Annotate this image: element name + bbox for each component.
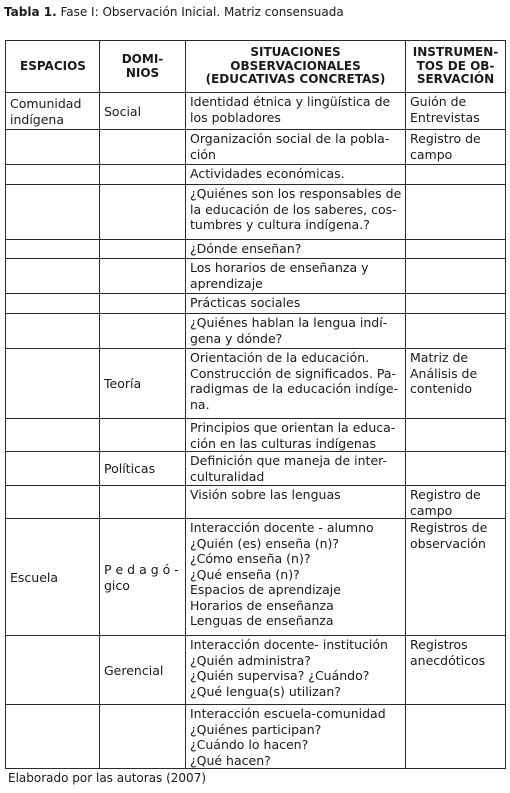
cell-text-line: Interacción escuela-comunidad (190, 706, 386, 721)
header-row (6, 41, 506, 93)
dominio-cell (100, 419, 186, 452)
table-row (6, 519, 506, 636)
table-row (6, 240, 506, 259)
cell-text-line: ¿Quién supervisa? ¿Cuándo? (190, 668, 370, 683)
header-espacios: ESPACIOS (6, 41, 100, 93)
cell-text-line: aprendizaje (190, 275, 263, 291)
cell-text-line: contenido (410, 381, 473, 396)
cell-text-line: tumbres y cultura indígena.? (190, 217, 370, 232)
cell-text-line: ¿Cómo enseña (n)? (190, 551, 311, 566)
table-body (6, 93, 506, 769)
table-source-note: Elaborado por las autoras (2007) (8, 771, 207, 785)
cell-text-line: radigmas de la educación indíge- (190, 381, 399, 396)
instrumento-cell (406, 349, 506, 419)
cell-text-line: indígena (10, 111, 65, 127)
table-row (6, 452, 506, 486)
espacio-cell (6, 130, 100, 165)
situacion-cell (186, 519, 406, 636)
cell-text-line: ¿Quiénes son los responsables de (190, 186, 402, 201)
table-header (6, 41, 506, 93)
header-instrumentos (406, 41, 506, 93)
cell-text-line: Visión sobre las lenguas (190, 487, 341, 502)
cell-text-line: Lenguas de enseñanza (190, 613, 334, 628)
cell-text-line: Construcción de significados. Pa- (190, 365, 397, 381)
cell-text-line: ¿Cuándo lo hacen? (190, 737, 309, 752)
table-row (6, 419, 506, 452)
situacion-cell (186, 452, 406, 486)
situacion-cell (186, 636, 406, 705)
espacio-cell (6, 165, 100, 185)
cell-text-line: Orientación de la educación. (190, 350, 370, 365)
cell-text-line: Registro de (410, 487, 481, 502)
dominio-cell (100, 314, 186, 349)
espacio-cell (6, 519, 100, 636)
cell-text-line: Escuela (10, 569, 59, 585)
situacion-cell (186, 240, 406, 259)
dominio-cell (100, 452, 186, 486)
instrumento-cell (406, 314, 506, 349)
espacio-cell (6, 294, 100, 314)
dominio-cell (100, 165, 186, 185)
situacion-cell (186, 185, 406, 240)
table-number: Tabla 1. (4, 5, 57, 19)
dominio-cell (100, 294, 186, 314)
cell-text-line: campo (410, 146, 453, 162)
cell-text-line: ción en las culturas indígenas (190, 435, 376, 451)
cell-text-line: anecdóticos (410, 652, 486, 668)
instrumento-cell (406, 165, 506, 185)
table-caption (4, 5, 344, 19)
observation-matrix-table (5, 40, 506, 769)
cell-text-line: ¿Qué hacen? (190, 752, 271, 768)
espacio-cell (6, 349, 100, 419)
cell-text-line: Prácticas sociales (190, 295, 301, 310)
header-line: OBSERVACIONALES (230, 58, 361, 73)
cell-text-line: ¿Quiénes participan? (190, 721, 322, 737)
dominio-cell (100, 519, 186, 636)
dominio-cell (100, 705, 186, 769)
table-row (6, 636, 506, 705)
cell-text-line: Matriz de (410, 350, 469, 365)
espacio-cell (6, 93, 100, 130)
cell-text-line: ¿Quiénes hablan la lengua indí- (190, 315, 388, 330)
cell-text-line: Definición que maneja de inter- (190, 453, 387, 468)
espacio-cell (6, 705, 100, 769)
situacion-cell (186, 130, 406, 165)
espacio-cell (6, 452, 100, 486)
dominio-cell (100, 349, 186, 419)
cell-text-line: la educación de los saberes, cos- (190, 201, 397, 217)
table-row (6, 93, 506, 130)
table-row (6, 349, 506, 419)
situacion-cell (186, 294, 406, 314)
cell-text-line: Guión de (410, 94, 467, 109)
cell-text-line: Análisis de (410, 365, 478, 381)
cell-text-line: los pobladores (190, 109, 281, 125)
cell-text-line: ¿Dónde enseñan? (190, 241, 302, 256)
instrumento-cell (406, 93, 506, 130)
instrumento-cell (406, 452, 506, 486)
table-row (6, 705, 506, 769)
cell-text-line: Políticas (104, 461, 156, 477)
dominio-cell (100, 240, 186, 259)
instrumento-cell (406, 705, 506, 769)
cell-text-line: ¿Quién (es) enseña (n)? (190, 535, 340, 551)
cell-text-line: Comunidad (10, 96, 82, 111)
cell-text-line: Teoría (104, 376, 142, 392)
header-dominios (100, 41, 186, 93)
dominio-cell (100, 185, 186, 240)
cell-text-line: P e d a g ó - (104, 562, 179, 577)
cell-text-line: Social (104, 103, 142, 119)
espacio-cell (6, 636, 100, 705)
situacion-cell (186, 93, 406, 130)
cell-text-line: ción (190, 146, 216, 162)
table-row (6, 165, 506, 185)
cell-text-line: gena y dónde? (190, 330, 283, 346)
cell-text-line: gico (104, 577, 130, 593)
cell-text-line: Actividades económicas. (190, 166, 345, 181)
table-row (6, 486, 506, 519)
table-row (6, 294, 506, 314)
espacio-cell (6, 185, 100, 240)
header-line: INSTRUMEN- (412, 45, 499, 60)
table-row (6, 259, 506, 294)
table-row (6, 130, 506, 165)
cell-text-line: Los horarios de enseñanza y (190, 260, 369, 275)
cell-text-line: Gerencial (104, 662, 164, 678)
instrumento-cell (406, 519, 506, 636)
dominio-cell (100, 93, 186, 130)
header-line: DOMI- (121, 52, 164, 66)
table-row (6, 185, 506, 240)
dominio-cell (100, 636, 186, 705)
cell-text-line: ¿Quién administra? (190, 652, 311, 668)
situacion-cell (186, 486, 406, 519)
dominio-cell (100, 259, 186, 294)
cell-text-line: observación (410, 535, 486, 551)
table-row (6, 314, 506, 349)
instrumento-cell (406, 294, 506, 314)
header-situaciones (186, 41, 406, 93)
header-line: NIOS (125, 65, 160, 80)
cell-text-line: Principios que orientan la educa- (190, 420, 396, 435)
cell-text-line: Registros (410, 637, 468, 652)
cell-text-line: ¿Qué lengua(s) utilizan? (190, 683, 341, 699)
instrumento-cell (406, 259, 506, 294)
header-line: TOS DE OB- (416, 58, 495, 73)
cell-text-line: Organización social de la pobla- (190, 131, 390, 146)
header-line: (EDUCATIVAS CONCRETAS) (205, 72, 386, 87)
cell-text-line: Registros de (410, 520, 488, 535)
situacion-cell (186, 349, 406, 419)
cell-text-line: Interacción docente - alumno (190, 520, 374, 535)
cell-text-line: Registro de (410, 131, 481, 146)
header-line: SITUACIONES (250, 45, 341, 60)
cell-text-line: Horarios de enseñanza (190, 597, 334, 613)
cell-text-line: Interacción docente- institución (190, 637, 388, 652)
instrumento-cell (406, 130, 506, 165)
espacio-cell (6, 314, 100, 349)
instrumento-cell (406, 419, 506, 452)
cell-text-line: culturalidad (190, 468, 265, 484)
situacion-cell (186, 165, 406, 185)
dominio-cell (100, 130, 186, 165)
instrumento-cell (406, 240, 506, 259)
instrumento-cell (406, 185, 506, 240)
cell-text-line: Identidad étnica y lingüística de (190, 94, 391, 109)
situacion-cell (186, 419, 406, 452)
cell-text-line: na. (190, 396, 210, 412)
table-title: Fase I: Observación Inicial. Matriz consensuada (60, 5, 344, 19)
cell-text-line: campo (410, 502, 453, 518)
situacion-cell (186, 705, 406, 769)
dominio-cell (100, 486, 186, 519)
espacio-cell (6, 419, 100, 452)
cell-text-line: Entrevistas (410, 109, 480, 125)
cell-text-line: ¿Qué enseña (n)? (190, 566, 300, 582)
espacio-cell (6, 486, 100, 519)
situacion-cell (186, 259, 406, 294)
espacio-cell (6, 240, 100, 259)
cell-text-line: Espacios de aprendizaje (190, 582, 341, 597)
espacio-cell (6, 259, 100, 294)
header-line: SERVACIÓN (416, 72, 495, 87)
instrumento-cell (406, 636, 506, 705)
instrumento-cell (406, 486, 506, 519)
situacion-cell (186, 314, 406, 349)
